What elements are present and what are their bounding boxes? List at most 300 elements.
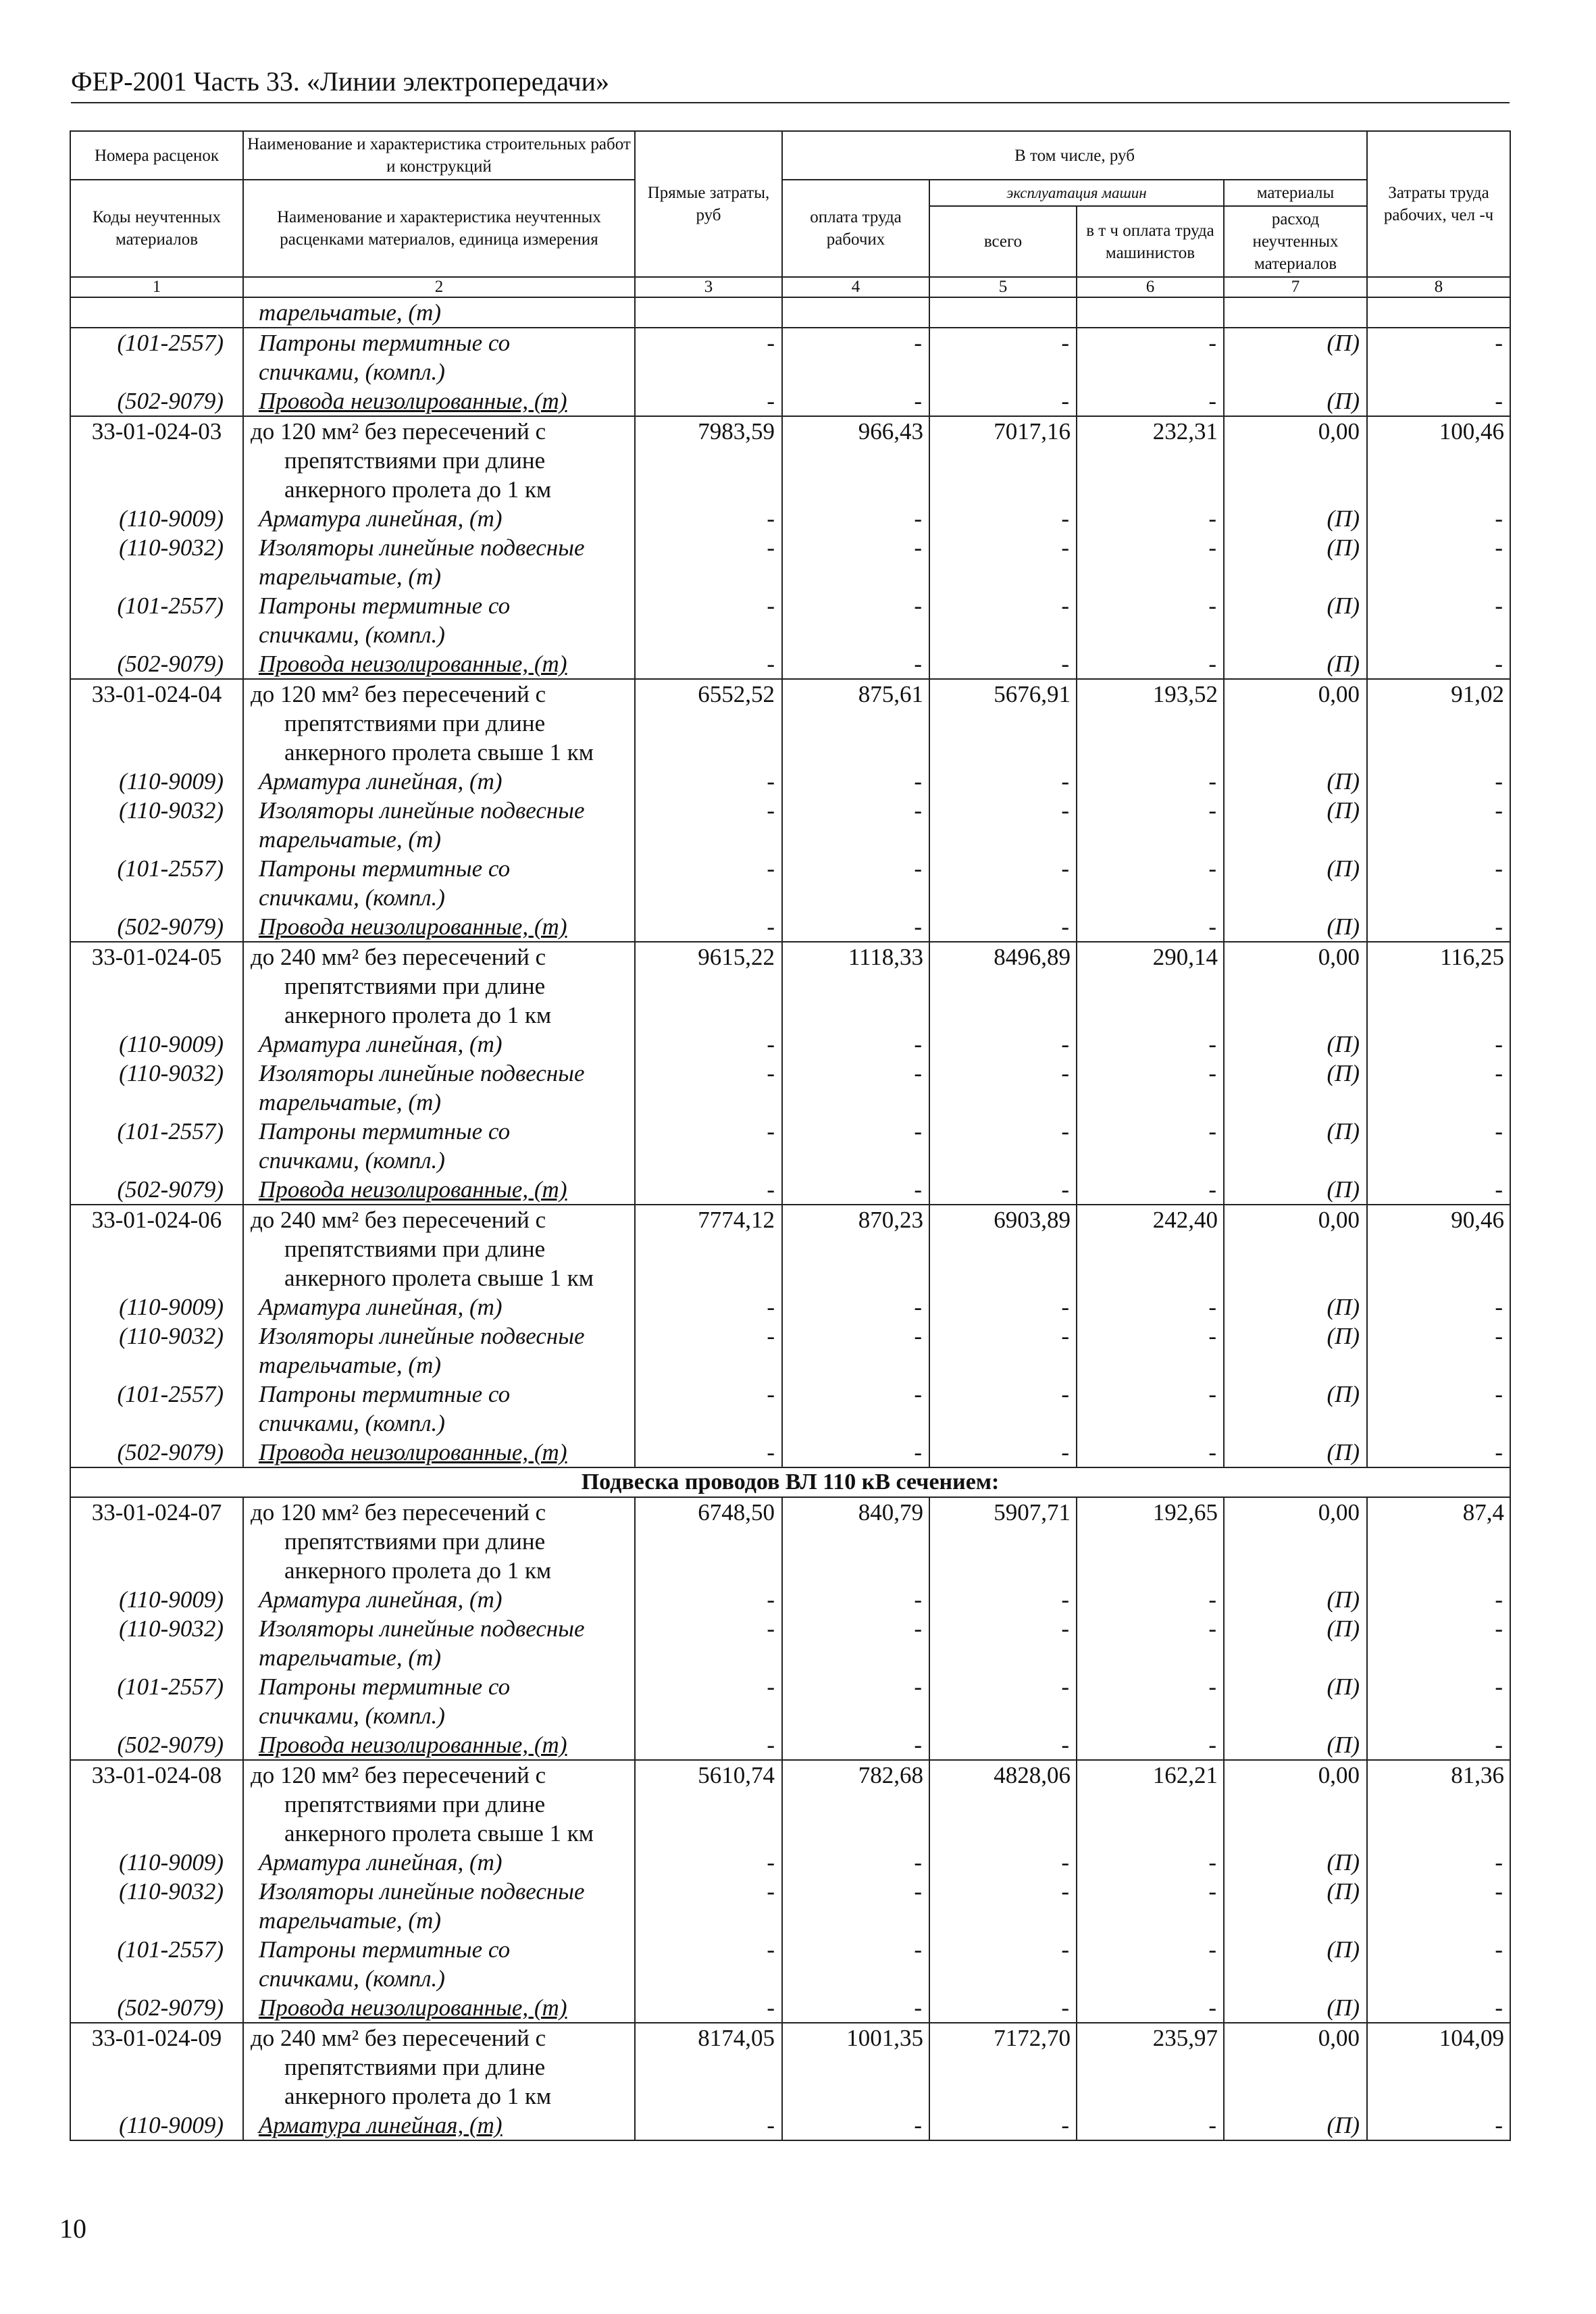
empty-value: - bbox=[1077, 1672, 1224, 1730]
empty-value: - bbox=[929, 591, 1077, 649]
rates-body bbox=[70, 297, 1510, 2140]
material-value: (П) bbox=[1224, 1672, 1367, 1730]
material-name: Изоляторы линейные подвесные тарельчатые, (т) bbox=[243, 1877, 635, 1935]
empty-value: - bbox=[929, 912, 1077, 942]
empty-value: - bbox=[635, 1614, 782, 1672]
materials-cost: 0,00 bbox=[1224, 2023, 1367, 2111]
materials-cost: 0,00 bbox=[1224, 942, 1367, 1030]
empty-value: - bbox=[929, 1175, 1077, 1205]
material-row bbox=[70, 1438, 1510, 1467]
empty-value: - bbox=[929, 1059, 1077, 1117]
rate-description: до 120 мм² без пересечений с препятствиями при длине анкерного пролета свыше 1 км bbox=[243, 679, 635, 767]
material-row bbox=[70, 1059, 1510, 1117]
empty-value: - bbox=[929, 1292, 1077, 1322]
rate-row bbox=[70, 2023, 1510, 2111]
empty-value: - bbox=[782, 1030, 929, 1059]
material-value: (П) bbox=[1224, 504, 1367, 533]
material-value: (П) bbox=[1224, 854, 1367, 912]
empty-value: - bbox=[1077, 1730, 1224, 1760]
empty-value: - bbox=[635, 796, 782, 854]
material-row bbox=[70, 1175, 1510, 1205]
material-name: Арматура линейная, (т) bbox=[243, 504, 635, 533]
empty-value: - bbox=[782, 796, 929, 854]
empty-value: - bbox=[635, 649, 782, 679]
empty-value: - bbox=[782, 1117, 929, 1175]
empty-value: - bbox=[1367, 1175, 1510, 1205]
empty-value: - bbox=[929, 649, 1077, 679]
material-value: (П) bbox=[1224, 1380, 1367, 1438]
material-name: Провода неизолированные, (т) bbox=[243, 649, 635, 679]
empty-value: - bbox=[782, 1380, 929, 1438]
direct-costs: 6552,52 bbox=[635, 679, 782, 767]
empty-value: - bbox=[1077, 1438, 1224, 1467]
header-direct-costs: Прямые затраты, руб bbox=[635, 131, 782, 277]
rate-row bbox=[70, 1497, 1510, 1585]
empty-value: - bbox=[635, 1848, 782, 1877]
empty-value: - bbox=[635, 854, 782, 912]
empty-value: - bbox=[1077, 912, 1224, 942]
material-name: Изоляторы линейные подвесные тарельчатые, (т) bbox=[243, 533, 635, 591]
empty-value: - bbox=[782, 1292, 929, 1322]
empty-value: - bbox=[782, 591, 929, 649]
material-row bbox=[70, 1585, 1510, 1614]
material-code: (110-9032) bbox=[70, 1877, 243, 1935]
rate-code: 33-01-024-05 bbox=[70, 942, 243, 1030]
header-material-name: Наименование и характеристика неучтенных расценками материалов, единица измерения bbox=[243, 180, 635, 277]
empty-value: - bbox=[782, 1935, 929, 1993]
empty-value: - bbox=[1367, 1730, 1510, 1760]
material-code: (110-9009) bbox=[70, 1585, 243, 1614]
direct-costs: 8174,05 bbox=[635, 2023, 782, 2111]
operator-wages: 193,52 bbox=[1077, 679, 1224, 767]
rate-code: 33-01-024-03 bbox=[70, 416, 243, 504]
machines-total: 6903,89 bbox=[929, 1205, 1077, 1292]
rate-description: до 240 мм² без пересечений с препятствиями при длине анкерного пролета до 1 км bbox=[243, 942, 635, 1030]
direct-costs: 6748,50 bbox=[635, 1497, 782, 1585]
header-machines: эксплуатация машин bbox=[929, 180, 1224, 206]
material-name: Арматура линейная, (т) bbox=[243, 1585, 635, 1614]
material-value: (П) bbox=[1224, 912, 1367, 942]
empty-value: - bbox=[1367, 1935, 1510, 1993]
machines-total: 5907,71 bbox=[929, 1497, 1077, 1585]
material-value: (П) bbox=[1224, 1030, 1367, 1059]
empty-value: - bbox=[1077, 1614, 1224, 1672]
column-number: 6 bbox=[1077, 277, 1224, 297]
empty-value: - bbox=[635, 1175, 782, 1205]
empty-value: - bbox=[782, 2111, 929, 2140]
material-name: Провода неизолированные, (т) bbox=[243, 1438, 635, 1467]
operator-wages: 242,40 bbox=[1077, 1205, 1224, 1292]
empty-value: - bbox=[1077, 1380, 1224, 1438]
rate-row bbox=[70, 679, 1510, 767]
empty-value: - bbox=[1367, 767, 1510, 796]
machines-total: 4828,06 bbox=[929, 1760, 1077, 1848]
material-row bbox=[70, 854, 1510, 912]
empty-value: - bbox=[635, 533, 782, 591]
empty-value: - bbox=[1367, 1117, 1510, 1175]
column-number: 7 bbox=[1224, 277, 1367, 297]
rate-code: 33-01-024-07 bbox=[70, 1497, 243, 1585]
empty-value: - bbox=[929, 1585, 1077, 1614]
header-materials: материалы bbox=[1224, 180, 1367, 206]
material-name: Изоляторы линейные подвесные тарельчатые, (т) bbox=[243, 796, 635, 854]
empty-value: - bbox=[929, 1322, 1077, 1380]
rates-table bbox=[70, 130, 1511, 2141]
empty-value: - bbox=[635, 2111, 782, 2140]
empty-value: - bbox=[782, 1059, 929, 1117]
operator-wages: 192,65 bbox=[1077, 1497, 1224, 1585]
material-value: (П) bbox=[1224, 1993, 1367, 2023]
empty-value: - bbox=[929, 854, 1077, 912]
rate-row bbox=[70, 416, 1510, 504]
material-code: (502-9079) bbox=[70, 1175, 243, 1205]
material-row bbox=[70, 2111, 1510, 2140]
empty-value: - bbox=[929, 1935, 1077, 1993]
labor-costs: 87,4 bbox=[1367, 1497, 1510, 1585]
labor-costs: 91,02 bbox=[1367, 679, 1510, 767]
empty-value: - bbox=[635, 767, 782, 796]
header-rate-number: Номера расценок bbox=[70, 131, 243, 180]
material-value: (П) bbox=[1224, 2111, 1367, 2140]
rate-row bbox=[70, 1760, 1510, 1848]
machines-total: 5676,91 bbox=[929, 679, 1077, 767]
empty-value: - bbox=[1367, 1585, 1510, 1614]
labor-costs: 116,25 bbox=[1367, 942, 1510, 1030]
empty-value: - bbox=[1077, 1848, 1224, 1877]
rate-code: 33-01-024-09 bbox=[70, 2023, 243, 2111]
table-row: (101-2557) Патроны термитные со спичками, (компл.) - - - - (П) - bbox=[70, 328, 1510, 386]
material-value: (П) bbox=[1224, 767, 1367, 796]
empty-value: - bbox=[1077, 1585, 1224, 1614]
table-row: тарельчатые, (т) bbox=[70, 297, 1510, 328]
material-name: Провода неизолированные, (т) bbox=[243, 1175, 635, 1205]
material-row bbox=[70, 1993, 1510, 2023]
material-code: (110-9032) bbox=[70, 1614, 243, 1672]
empty-value: - bbox=[1077, 649, 1224, 679]
empty-value: - bbox=[782, 1175, 929, 1205]
operator-wages: 162,21 bbox=[1077, 1760, 1224, 1848]
material-row bbox=[70, 1935, 1510, 1993]
material-code: (110-9032) bbox=[70, 796, 243, 854]
empty-value: - bbox=[929, 1848, 1077, 1877]
machines-total: 8496,89 bbox=[929, 942, 1077, 1030]
material-row bbox=[70, 1292, 1510, 1322]
rate-description: до 240 мм² без пересечений с препятствиями при длине анкерного пролета до 1 км bbox=[243, 2023, 635, 2111]
empty-value: - bbox=[635, 1877, 782, 1935]
material-value: (П) bbox=[1224, 1438, 1367, 1467]
material-name: Арматура линейная, (т) bbox=[243, 1292, 635, 1322]
worker-wages: 875,61 bbox=[782, 679, 929, 767]
material-name: Арматура линейная, (т) bbox=[243, 2111, 635, 2140]
material-row bbox=[70, 1030, 1510, 1059]
empty-value: - bbox=[929, 1438, 1077, 1467]
material-row bbox=[70, 533, 1510, 591]
rate-description: до 120 мм² без пересечений с препятствиями при длине анкерного пролета до 1 км bbox=[243, 416, 635, 504]
empty-value: - bbox=[1367, 1380, 1510, 1438]
empty-value: - bbox=[1367, 1993, 1510, 2023]
materials-cost: 0,00 bbox=[1224, 416, 1367, 504]
header-operator-wages: в т ч оплата труда машинистов bbox=[1077, 206, 1224, 277]
rate-description: до 120 мм² без пересечений с препятствиями при длине анкерного пролета до 1 км bbox=[243, 1497, 635, 1585]
material-code: (502-9079) bbox=[70, 1730, 243, 1760]
empty-value: - bbox=[635, 1585, 782, 1614]
material-code: (110-9009) bbox=[70, 1292, 243, 1322]
empty-value: - bbox=[929, 1993, 1077, 2023]
column-number: 1 bbox=[70, 277, 243, 297]
material-value: (П) bbox=[1224, 1117, 1367, 1175]
table-row: (502-9079) Провода неизолированные, (т) - - - - (П) - bbox=[70, 386, 1510, 416]
material-row bbox=[70, 1877, 1510, 1935]
empty-value: - bbox=[1077, 1059, 1224, 1117]
worker-wages: 1118,33 bbox=[782, 942, 929, 1030]
column-number: 8 bbox=[1367, 277, 1510, 297]
material-code: (502-9079) bbox=[70, 1438, 243, 1467]
empty-value: - bbox=[782, 504, 929, 533]
material-value: (П) bbox=[1224, 1730, 1367, 1760]
material-code: (101-2557) bbox=[70, 1380, 243, 1438]
empty-value: - bbox=[1367, 796, 1510, 854]
operator-wages: 290,14 bbox=[1077, 942, 1224, 1030]
empty-value: - bbox=[1367, 1438, 1510, 1467]
material-name: Патроны термитные со спичками, (компл.) bbox=[243, 1672, 635, 1730]
empty-value: - bbox=[1077, 1175, 1224, 1205]
material-row bbox=[70, 649, 1510, 679]
empty-value: - bbox=[1367, 912, 1510, 942]
empty-value: - bbox=[782, 1848, 929, 1877]
empty-value: - bbox=[782, 1877, 929, 1935]
material-code: (502-9079) bbox=[70, 912, 243, 942]
empty-value: - bbox=[929, 1614, 1077, 1672]
operator-wages: 232,31 bbox=[1077, 416, 1224, 504]
empty-value: - bbox=[1077, 1322, 1224, 1380]
material-code: (101-2557) bbox=[70, 591, 243, 649]
labor-costs: 104,09 bbox=[1367, 2023, 1510, 2111]
empty-value: - bbox=[1367, 1030, 1510, 1059]
material-code: (110-9032) bbox=[70, 533, 243, 591]
header-material-codes: Коды неучтенных материалов bbox=[70, 180, 243, 277]
material-name: Провода неизолированные, (т) bbox=[243, 1993, 635, 2023]
empty-value: - bbox=[1077, 796, 1224, 854]
header-material-consumption: расход неучтенных материалов bbox=[1224, 206, 1367, 277]
rate-description: до 120 мм² без пересечений с препятствиями при длине анкерного пролета свыше 1 км bbox=[243, 1760, 635, 1848]
column-number: 5 bbox=[929, 277, 1077, 297]
empty-value: - bbox=[635, 912, 782, 942]
page-header: ФЕР-2001 Часть 33. «Линии электропередачи» bbox=[71, 64, 1510, 103]
direct-costs: 7774,12 bbox=[635, 1205, 782, 1292]
empty-value: - bbox=[1367, 1614, 1510, 1672]
empty-value: - bbox=[635, 591, 782, 649]
empty-value: - bbox=[1367, 504, 1510, 533]
material-name: Патроны термитные со спичками, (компл.) bbox=[243, 1380, 635, 1438]
materials-cost: 0,00 bbox=[1224, 1760, 1367, 1848]
material-name: Арматура линейная, (т) bbox=[243, 767, 635, 796]
empty-value: - bbox=[1367, 533, 1510, 591]
worker-wages: 966,43 bbox=[782, 416, 929, 504]
material-row bbox=[70, 1380, 1510, 1438]
material-name: Изоляторы линейные подвесные тарельчатые, (т) bbox=[243, 1322, 635, 1380]
labor-costs: 81,36 bbox=[1367, 1760, 1510, 1848]
worker-wages: 840,79 bbox=[782, 1497, 929, 1585]
direct-costs: 7983,59 bbox=[635, 416, 782, 504]
material-row bbox=[70, 796, 1510, 854]
operator-wages: 235,97 bbox=[1077, 2023, 1224, 2111]
empty-value: - bbox=[1077, 1117, 1224, 1175]
header-work-name: Наименование и характеристика строительных работ и конструкций bbox=[243, 131, 635, 180]
material-code: (110-9032) bbox=[70, 1059, 243, 1117]
section-title: Подвеска проводов ВЛ 110 кВ сечением: bbox=[70, 1467, 1510, 1497]
material-name: Патроны термитные со спичками, (компл.) bbox=[243, 854, 635, 912]
material-name: Арматура линейная, (т) bbox=[243, 1848, 635, 1877]
empty-value: - bbox=[1367, 1877, 1510, 1935]
empty-value: - bbox=[635, 1672, 782, 1730]
material-code: (110-9009) bbox=[70, 1848, 243, 1877]
material-value: (П) bbox=[1224, 1292, 1367, 1322]
empty-value: - bbox=[1367, 1848, 1510, 1877]
empty-value: - bbox=[929, 1030, 1077, 1059]
empty-value: - bbox=[1367, 591, 1510, 649]
material-code: (502-9079) bbox=[70, 649, 243, 679]
empty-value: - bbox=[635, 1322, 782, 1380]
labor-costs: 90,46 bbox=[1367, 1205, 1510, 1292]
material-name: Провода неизолированные, (т) bbox=[243, 1730, 635, 1760]
material-value: (П) bbox=[1224, 1059, 1367, 1117]
empty-value: - bbox=[782, 1322, 929, 1380]
worker-wages: 870,23 bbox=[782, 1205, 929, 1292]
empty-value: - bbox=[1367, 854, 1510, 912]
material-code: (502-9079) bbox=[70, 1993, 243, 2023]
rate-row bbox=[70, 1205, 1510, 1292]
page-number: 10 bbox=[59, 2213, 86, 2244]
materials-cost: 0,00 bbox=[1224, 1205, 1367, 1292]
material-value: (П) bbox=[1224, 1848, 1367, 1877]
empty-value: - bbox=[1077, 1935, 1224, 1993]
empty-value: - bbox=[782, 1730, 929, 1760]
empty-value: - bbox=[782, 1585, 929, 1614]
empty-value: - bbox=[1077, 1993, 1224, 2023]
material-code: (101-2557) bbox=[70, 1117, 243, 1175]
rate-code: 33-01-024-08 bbox=[70, 1760, 243, 1848]
empty-value: - bbox=[1077, 504, 1224, 533]
empty-value: - bbox=[635, 1059, 782, 1117]
column-number: 2 bbox=[243, 277, 635, 297]
material-value: (П) bbox=[1224, 1614, 1367, 1672]
rate-code: 33-01-024-04 bbox=[70, 679, 243, 767]
empty-value: - bbox=[635, 1935, 782, 1993]
empty-value: - bbox=[929, 533, 1077, 591]
labor-costs: 100,46 bbox=[1367, 416, 1510, 504]
empty-value: - bbox=[1077, 767, 1224, 796]
empty-value: - bbox=[1077, 533, 1224, 591]
empty-value: - bbox=[782, 767, 929, 796]
rate-description: до 240 мм² без пересечений с препятствиями при длине анкерного пролета свыше 1 км bbox=[243, 1205, 635, 1292]
empty-value: - bbox=[782, 912, 929, 942]
material-row bbox=[70, 912, 1510, 942]
empty-value: - bbox=[782, 854, 929, 912]
empty-value: - bbox=[635, 1380, 782, 1438]
material-code: (101-2557) bbox=[70, 854, 243, 912]
empty-value: - bbox=[929, 1117, 1077, 1175]
empty-value: - bbox=[929, 1380, 1077, 1438]
empty-value: - bbox=[929, 1877, 1077, 1935]
empty-value: - bbox=[1077, 854, 1224, 912]
empty-value: - bbox=[1367, 2111, 1510, 2140]
empty-value: - bbox=[635, 504, 782, 533]
empty-value: - bbox=[1077, 1877, 1224, 1935]
material-row bbox=[70, 1730, 1510, 1760]
machines-total: 7172,70 bbox=[929, 2023, 1077, 2111]
direct-costs: 9615,22 bbox=[635, 942, 782, 1030]
material-code: (101-2557) bbox=[70, 1672, 243, 1730]
material-code: (110-9009) bbox=[70, 504, 243, 533]
material-code: (110-9032) bbox=[70, 1322, 243, 1380]
material-value: (П) bbox=[1224, 1935, 1367, 1993]
empty-value: - bbox=[929, 1730, 1077, 1760]
material-value: (П) bbox=[1224, 591, 1367, 649]
material-value: (П) bbox=[1224, 1322, 1367, 1380]
rate-code: 33-01-024-06 bbox=[70, 1205, 243, 1292]
empty-value: - bbox=[782, 1614, 929, 1672]
empty-value: - bbox=[929, 2111, 1077, 2140]
machines-total: 7017,16 bbox=[929, 416, 1077, 504]
empty-value: - bbox=[782, 1672, 929, 1730]
empty-value: - bbox=[929, 1672, 1077, 1730]
material-value: (П) bbox=[1224, 1585, 1367, 1614]
material-row bbox=[70, 1614, 1510, 1672]
material-value: (П) bbox=[1224, 796, 1367, 854]
empty-value: - bbox=[1367, 1672, 1510, 1730]
header-labor-costs: Затраты труда рабочих, чел -ч bbox=[1367, 131, 1510, 277]
material-name: Патроны термитные со спичками, (компл.) bbox=[243, 1935, 635, 1993]
material-row bbox=[70, 1672, 1510, 1730]
header-machines-total: всего bbox=[929, 206, 1077, 277]
materials-cost: 0,00 bbox=[1224, 679, 1367, 767]
empty-value: - bbox=[1077, 1030, 1224, 1059]
material-name: Патроны термитные со спичками, (компл.) bbox=[243, 591, 635, 649]
section-title-row bbox=[70, 1467, 1510, 1497]
column-number: 4 bbox=[782, 277, 929, 297]
material-name: Провода неизолированные, (т) bbox=[243, 912, 635, 942]
material-row bbox=[70, 504, 1510, 533]
header-worker-wages: оплата труда рабочих bbox=[782, 180, 929, 277]
material-name: Патроны термитные со спичками, (компл.) bbox=[243, 1117, 635, 1175]
material-code: (110-9009) bbox=[70, 767, 243, 796]
empty-value: - bbox=[929, 767, 1077, 796]
material-name: Изоляторы линейные подвесные тарельчатые, (т) bbox=[243, 1059, 635, 1117]
empty-value: - bbox=[635, 1030, 782, 1059]
empty-value: - bbox=[635, 1117, 782, 1175]
material-value: (П) bbox=[1224, 1877, 1367, 1935]
empty-value: - bbox=[929, 504, 1077, 533]
material-row bbox=[70, 591, 1510, 649]
empty-value: - bbox=[1367, 1059, 1510, 1117]
empty-value: - bbox=[782, 533, 929, 591]
material-name: Арматура линейная, (т) bbox=[243, 1030, 635, 1059]
column-number: 3 bbox=[635, 277, 782, 297]
material-value: (П) bbox=[1224, 649, 1367, 679]
empty-value: - bbox=[1077, 1292, 1224, 1322]
materials-cost: 0,00 bbox=[1224, 1497, 1367, 1585]
material-row bbox=[70, 1322, 1510, 1380]
material-code: (110-9009) bbox=[70, 1030, 243, 1059]
worker-wages: 1001,35 bbox=[782, 2023, 929, 2111]
material-name: Изоляторы линейные подвесные тарельчатые, (т) bbox=[243, 1614, 635, 1672]
empty-value: - bbox=[635, 1730, 782, 1760]
empty-value: - bbox=[1077, 591, 1224, 649]
header-including: В том числе, руб bbox=[782, 131, 1367, 180]
material-value: (П) bbox=[1224, 533, 1367, 591]
direct-costs: 5610,74 bbox=[635, 1760, 782, 1848]
empty-value: - bbox=[782, 649, 929, 679]
